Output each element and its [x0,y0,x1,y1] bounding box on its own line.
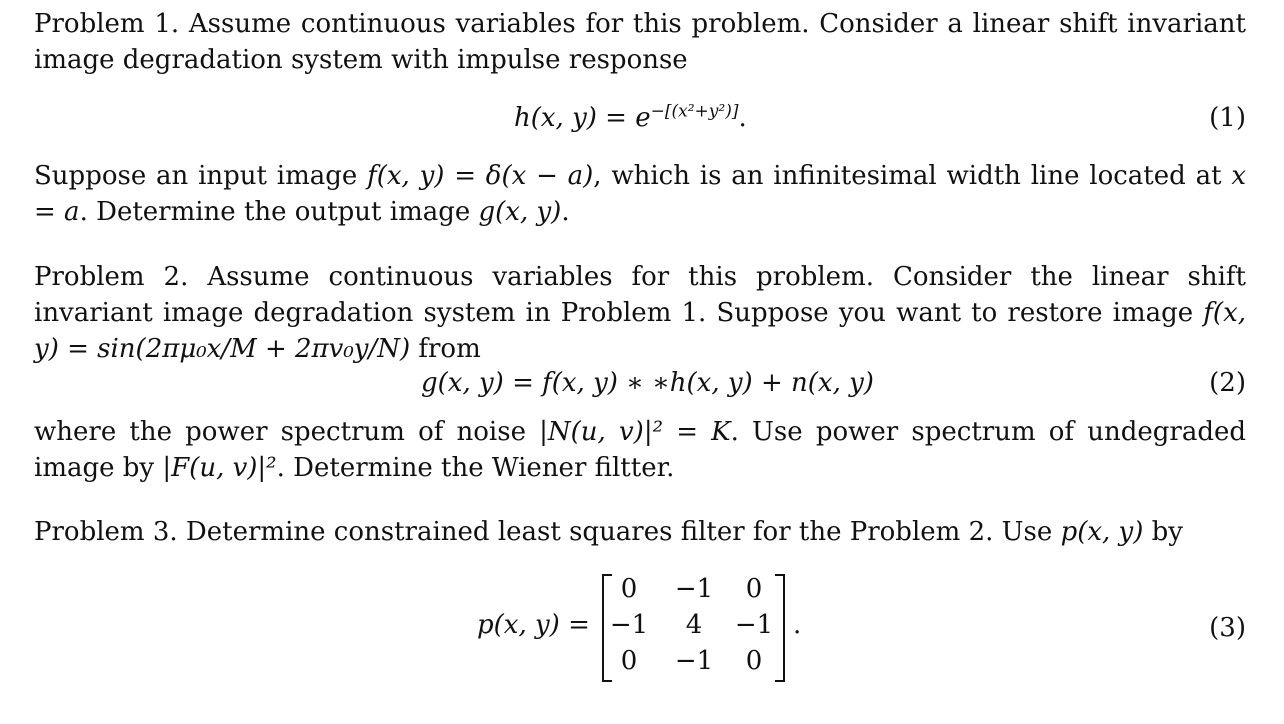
signal-spectrum-expr: |F(u, v)|² [162,453,277,483]
restore-image-expr: f(x, y) = sin(2πμ₀x/M + 2πv₀y/N) [34,298,1246,364]
matrix-label: p(x, y) = [477,610,590,640]
right-bracket [775,574,785,682]
matrix-end-period: . [793,610,802,640]
matrix-cell: −1 [674,646,714,676]
line-location-expr: x = a [34,161,1247,227]
problem1-paragraph [34,6,1246,78]
problem1-question: Suppose an input image f(x, y) = δ(x − a), which is an infinitesimal width line located at x = a. Determine the output image g(x, y). [34,161,1247,227]
output-image-expr: g(x, y) [478,197,562,227]
problem2-heading: Problem 2. [34,262,189,292]
equation-3-number: (3) [1209,613,1246,643]
problem2-paragraph: Problem 2. Assume continuous variables for this problem. Consider the linear shift invariant image degradation system in Problem 1. Suppose you want to restore image f(x, y) = sin(2πμ₀x/M + 2πv₀y/N) from [34,262,1246,364]
problem1-intro: Assume continuous variables for this problem. Consider a linear shift invariant image degradation system with impulse response [34,9,1246,75]
problem3-heading: Problem 3. [34,517,178,547]
equation-1-exponent: −[(x²+y²)] [650,101,739,122]
noise-spectrum-expr: |N(u, v)|² = K [539,417,731,447]
problem1-heading: Problem 1. [34,9,180,39]
matrix-cell: 0 [620,646,638,676]
p-expr: p(x, y) [1060,517,1144,547]
matrix-cell: 4 [685,610,703,640]
equation-2-number: (2) [1209,368,1246,398]
matrix-cell: −1 [609,610,649,640]
matrix-cell: 0 [745,574,763,604]
matrix-cell: −1 [674,574,714,604]
problem3-paragraph: Problem 3. Determine constrained least squares filter for the Problem 2. Use p(x, y) by [34,517,1183,547]
equation-2-body: g(x, y) = f(x, y) ∗ ∗h(x, y) + n(x, y) [421,368,874,398]
matrix-cell: 0 [745,646,763,676]
input-image-expr: f(x, y) = δ(x − a) [367,161,594,191]
matrix-cell: 0 [620,574,638,604]
matrix-cell: −1 [734,610,774,640]
problem2-text: where the power spectrum of noise |N(u, v)|² = K. Use power spectrum of undegraded image by |F(u, v)|². Determine the Wiener filtter. [34,417,1246,483]
equation-1-number: (1) [1209,103,1246,133]
equation-1-lhs: h(x, y) = e [514,103,651,133]
